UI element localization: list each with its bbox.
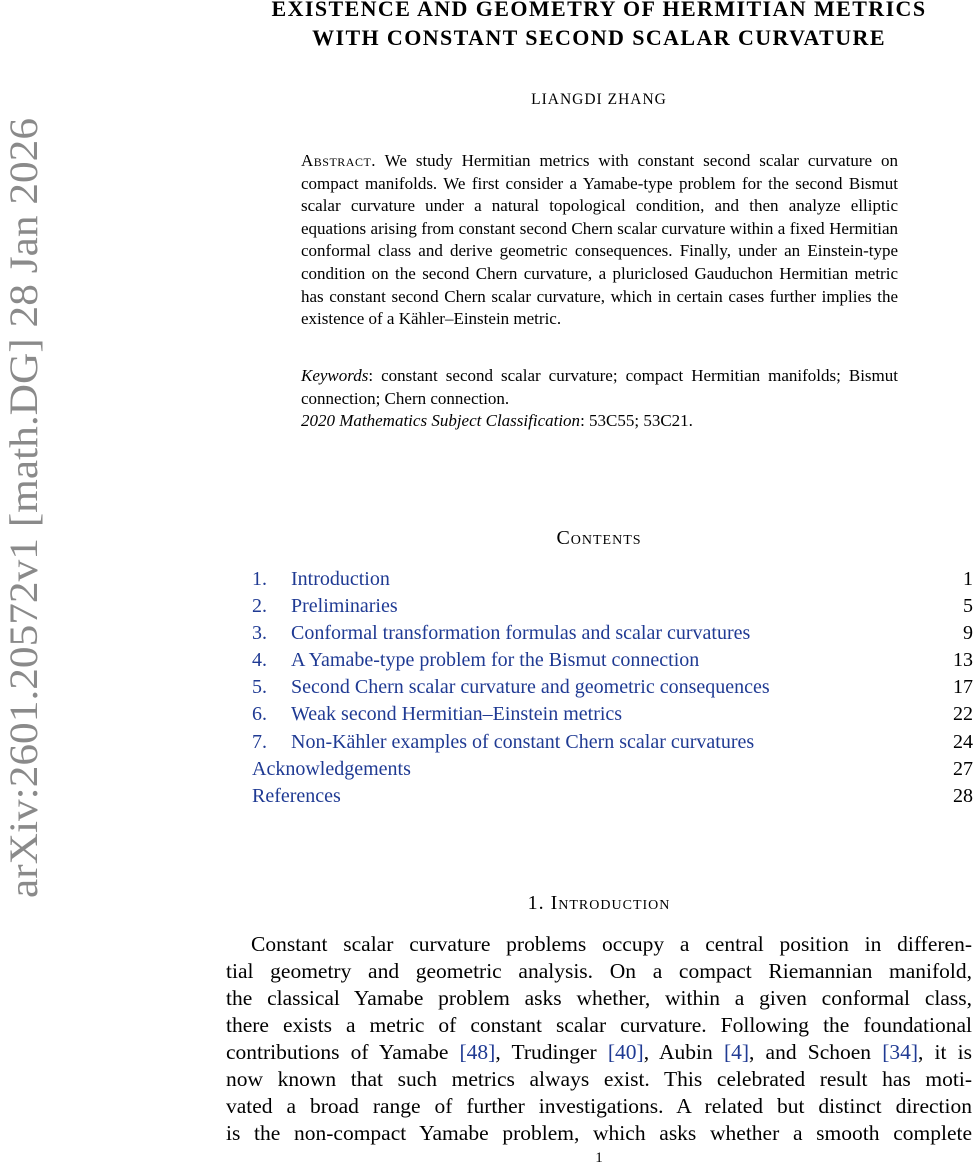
text-fragment: , it is — [918, 1040, 972, 1064]
toc-entry-introduction[interactable] — [252, 566, 973, 593]
paragraph-line: Constant scalar curvature problems occupy a central position in differen- — [251, 932, 972, 956]
text-fragment: , Trudinger — [495, 1040, 608, 1064]
toc-page-number: 17 — [953, 676, 973, 699]
msc-text: : 53C55; 53C21. — [580, 411, 693, 431]
keywords-text: : constant second scalar curvature; compact Hermitian manifolds; Bismut connection; Chern connection. — [301, 366, 898, 408]
text-fragment: contributions of Yamabe — [226, 1040, 460, 1064]
toc-entry-non-kahler-examples[interactable] — [252, 729, 973, 756]
msc-line — [301, 410, 898, 433]
toc-link[interactable]: Preliminaries — [291, 595, 398, 618]
paragraph-line: vated a broad range of further investigations. A related but distinct direction — [226, 1094, 972, 1118]
abstract-label: Abstract. — [301, 151, 377, 170]
paragraph-line: is the non-compact Yamabe problem, which asks whether a smooth complete — [226, 1121, 972, 1145]
citation-link-4[interactable]: [4] — [723, 1040, 750, 1064]
abstract-text: We study Hermitian metrics with constant second scalar curvature on compact manifolds. We first consider a Yamabe-type problem for the second Bismut scalar curvature under a natural topological condition, and then analyze elliptic equations arising from constant second Chern scalar curvature within a fixed Hermitian conformal class and derive geometric consequences. Finally, under an Einstein-type condition on the second Chern curvature, a pluriclosed Gauduchon Hermitian metric has constant second Chern scalar curvature, which in certain cases further implies the existence of a Kähler–Einstein metric. — [301, 151, 898, 329]
arxiv-stamp — [0, 0, 50, 1166]
toc-page-number: 27 — [953, 757, 973, 780]
paragraph-line: now known that such metrics always exist. This celebrated result has moti- — [226, 1067, 972, 1091]
citation-link-40[interactable]: [40] — [607, 1040, 644, 1064]
author-name: LIANGDI ZHANG — [531, 91, 667, 108]
toc-link[interactable]: Introduction — [291, 568, 390, 590]
toc-entry-conformal-transformation[interactable] — [252, 620, 973, 647]
paragraph-line-citations — [226, 1039, 972, 1066]
toc-link[interactable]: Second Chern scalar curvature and geometric consequences — [291, 676, 770, 699]
toc-page-number: 1 — [963, 568, 973, 590]
toc-number[interactable]: 5. — [252, 676, 267, 699]
toc-page-number: 5 — [963, 595, 973, 618]
toc-number[interactable]: 1. — [252, 568, 267, 590]
toc-entry-acknowledgements[interactable] — [252, 756, 973, 783]
paragraph-line: tial geometry and geometric analysis. On a compact Riemannian manifold, — [226, 959, 972, 983]
citation-link-34[interactable]: [34] — [882, 1040, 919, 1064]
paper-title — [226, 0, 972, 52]
toc-link[interactable]: Conformal transformation formulas and scalar curvatures — [291, 622, 751, 645]
toc-page-number: 22 — [953, 703, 973, 726]
toc-entry-references[interactable] — [252, 783, 973, 810]
contents-heading: Contents — [556, 527, 642, 549]
toc-entry-second-chern[interactable] — [252, 674, 973, 701]
toc-entry-preliminaries[interactable] — [252, 593, 973, 620]
title-line-1: EXISTENCE AND GEOMETRY OF HERMITIAN METRICS — [271, 0, 927, 21]
toc-number[interactable]: 4. — [252, 649, 267, 672]
title-line-2: WITH CONSTANT SECOND SCALAR CURVATURE — [312, 25, 886, 50]
citation-link-48[interactable]: [48] — [459, 1040, 496, 1064]
arxiv-stamp-svg — [0, 0, 50, 1166]
toc-page-number: 9 — [963, 622, 973, 645]
introduction-paragraph — [226, 931, 972, 1147]
abstract — [301, 150, 898, 331]
toc-link[interactable]: Non-Kähler examples of constant Chern scalar curvatures — [291, 730, 755, 753]
msc-label: 2020 Mathematics Subject Classification — [301, 411, 581, 431]
toc-link[interactable]: References — [252, 784, 341, 807]
section-heading-introduction — [226, 892, 972, 915]
toc-number[interactable]: 2. — [252, 595, 267, 618]
toc-link[interactable]: Weak second Hermitian–Einstein metrics — [291, 703, 623, 726]
toc-link[interactable]: Acknowledgements — [252, 757, 411, 780]
paragraph-line: there exists a metric of constant scalar curvature. Following the foundational — [226, 1013, 972, 1037]
text-fragment: , Aubin — [643, 1040, 724, 1064]
toc-page-number: 13 — [953, 649, 973, 672]
paragraph-line: the classical Yamabe problem asks whether, within a given conformal class, — [226, 986, 972, 1010]
toc-entry-yamabe-problem[interactable] — [252, 647, 973, 674]
page-number: 1 — [595, 1150, 603, 1166]
toc-number[interactable]: 6. — [252, 703, 267, 726]
keywords-block — [301, 365, 898, 433]
text-fragment: , and Schoen — [749, 1040, 883, 1064]
toc-number[interactable]: 7. — [252, 730, 267, 753]
table-of-contents — [252, 566, 973, 810]
toc-number[interactable]: 3. — [252, 622, 267, 645]
toc-link[interactable]: A Yamabe-type problem for the Bismut connection — [291, 649, 700, 672]
section-title: Introduction — [550, 892, 671, 914]
toc-page-number: 28 — [953, 784, 973, 807]
toc-entry-weak-hermitian-einstein[interactable] — [252, 701, 973, 728]
arxiv-stamp-text: arXiv:2601.20572v1 [math.DG] 28 Jan 2026 — [1, 178, 46, 898]
toc-page-number: 24 — [953, 730, 973, 753]
keywords-label: Keywords — [301, 366, 369, 385]
section-number: 1. — [527, 892, 545, 914]
